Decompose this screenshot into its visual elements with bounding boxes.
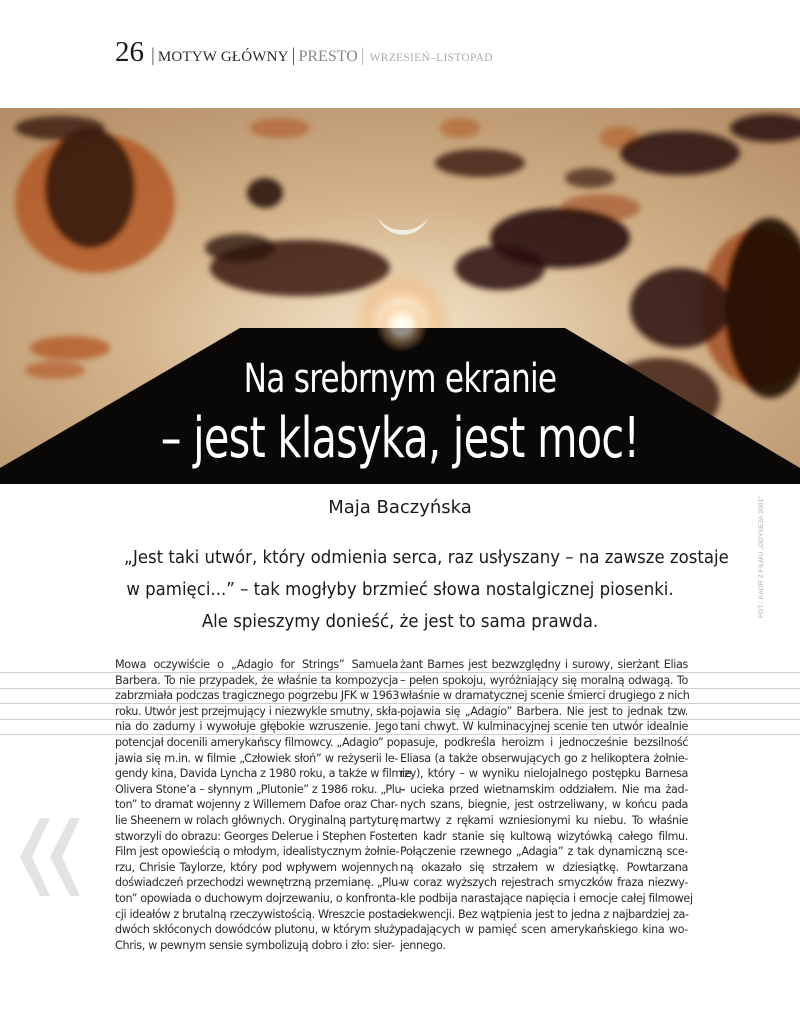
body-text-line: jennego.	[400, 938, 446, 952]
author-name: Maja Baczyńska	[328, 497, 472, 518]
body-text-line: żant Barnes jest bezwzględny i surowy, sierżant Elias	[400, 658, 688, 671]
body-text-line: nia do zadumy i wywołuje głębokie wzruszenie. Jego	[115, 720, 398, 734]
body-text-line: padających w pamięć scen amerykańskiego kina wo-	[400, 923, 688, 937]
body-text-line: tani chwyt. W kulminacyjnej scenie ten utwór idealnie	[400, 720, 688, 734]
section-name: MOTYW GŁÓWNY	[157, 49, 289, 65]
body-text-line: dwóch skłóconych dowódców plutonu, w którym służy	[115, 923, 401, 937]
body-text-line: rzu, Chrisie Taylorze, który pod wpływem wojennych	[115, 860, 398, 874]
body-text-line: nych szans, biegnie, jest ostrzeliwany, w końcu pada	[400, 798, 688, 812]
left-double-angle-quote-icon	[20, 818, 82, 901]
issue-date: WRZESIEŃ–LISTOPAD	[369, 52, 493, 64]
body-text-line: zabrzmiała podczas tragicznego pogrzebu JFK w 1963	[115, 689, 400, 703]
body-text-line: Film jest opowieścią o młodym, idealistycznym żołnie-	[115, 845, 400, 859]
body-text-line: rzy), który – w wyniku nielojalnego postępku Barnesa	[400, 767, 688, 781]
body-text-line: Połączenie rzewnego „Adagia” z tak dynamiczną sce-	[400, 845, 688, 859]
lead-line: Ale spieszymy donieść, że jest to sama prawda.	[201, 611, 599, 632]
body-text-line: kle podbija narastające napięcia i emocje całej filmowej	[400, 891, 693, 905]
body-text-line: lie Sheenem w rolach głównych. Oryginalną partyturę	[115, 813, 399, 827]
body-text-line: stworzyli do obrazu: Georges Delerue i Stephen Foster.	[115, 829, 405, 843]
sun-flare	[376, 300, 428, 352]
lead-line: w pamięci...” – tak mogłyby brzmieć słowa nostalgicznej piosenki.	[126, 579, 674, 600]
body-text-line: roku. Utwór jest przejmujący i niezwykle smutny, skła-	[115, 704, 401, 718]
body-text-line: ten kadr stanie się kultową wizytówką całego filmu.	[400, 829, 688, 843]
article-title-line1: Na srebrnym ekranie	[243, 356, 557, 402]
body-text-line: ton” opowiada o duchowym dojrzewaniu, o konfronta-	[115, 891, 400, 905]
body-text-line: gendy kina, Davida Lyncha z 1980 roku, a także w filmie	[115, 767, 412, 781]
body-text-line: sekwencji. Bez wątpienia jest to jedna z najbardziej za-	[400, 907, 689, 921]
body-text-line: w coraz wyższych rejestrach smyczków fraza niezwy-	[400, 876, 688, 890]
photo-credit: FOT.: KADR Z FILMU „ODYSEJA 2001”	[758, 496, 765, 618]
body-text-line: Olivera Stone’a – słynnym „Plutonie” z 1986 roku. „Plu-	[115, 782, 405, 796]
body-text-line: potencjał docenili amerykańscy filmowcy. „Adagio” po-	[115, 735, 404, 749]
body-text-line: – pełen spokoju, wyróżniający się moralną odwagą. To	[400, 673, 688, 687]
body-text-line: Mowa oczywiście o „Adagio for Strings” Samuela	[115, 658, 398, 671]
running-header	[115, 36, 493, 72]
body-text-line: ton” to dramat wojenny z Willemem Dafoe oraz Char-	[115, 798, 398, 812]
magazine-name: PRESTO	[298, 48, 358, 65]
body-text-line: pojawia się „Adagio” Barbera. Nie jest to jednak tzw.	[400, 704, 688, 718]
body-text-line: pasuje, podkreśla heroizm i jednocześnie bezsilność	[400, 735, 688, 749]
header-separator: |	[291, 45, 296, 66]
lead-line: „Jest taki utwór, który odmienia serca, raz usłyszany – na zawsze zostaje	[124, 547, 729, 568]
body-text-line: doświadczeń przechodzi wewnętrzną przemianę. „Plu-	[115, 876, 402, 890]
hero-image	[0, 108, 800, 484]
body-text-line: jawia się m.in. w filmie „Człowiek słoń” w reżyserii le-	[115, 751, 398, 765]
lead-paragraph	[124, 542, 729, 638]
body-text-line: – ucieka przed wietnamskim oddziałem. Nie ma żad-	[400, 782, 688, 796]
article-title-line2: – jest klasyka, jest moc!	[160, 406, 640, 471]
article-column-right	[400, 657, 693, 953]
body-text-line: cji ideałów z brutalną rzeczywistością. Wreszcie postaci	[115, 907, 406, 921]
body-text-line: ną okazało się strzałem w dziesiątkę. Powtarzana	[400, 860, 688, 874]
body-text-line: Eliasa (a także obserwujących go z helikoptera żołnie-	[400, 751, 688, 765]
header-separator: |	[360, 45, 365, 66]
body-text-line: właśnie w dramatycznej scenie śmierci drugiego z nich	[400, 689, 690, 703]
article-column-left	[115, 657, 412, 953]
body-text-line: martwy z rękami wzniesionymi ku niebu. To właśnie	[400, 813, 688, 827]
page-number: 26	[115, 36, 144, 68]
body-text-line: Chris, w pewnym sensie symbolizują dobro i zło: sier-	[115, 938, 395, 952]
body-text-line: Barbera. To nie przypadek, że właśnie ta kompozycja	[115, 673, 398, 687]
header-separator: |	[151, 45, 155, 66]
